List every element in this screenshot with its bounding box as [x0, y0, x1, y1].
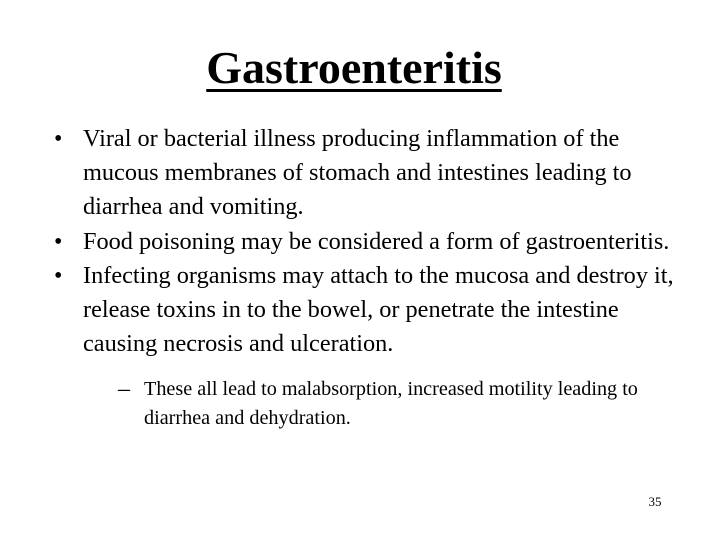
- bullet-text: Infecting organisms may attach to the mucosa and destroy it, release toxins in to the bowel, or penetrate the intestine causing necrosis and ulceration.: [83, 261, 674, 358]
- bullet-list: [54, 122, 684, 432]
- sub-bullet-item: [118, 375, 684, 432]
- bullet-item: [54, 122, 684, 225]
- sub-bullet-list: [83, 375, 684, 432]
- bullet-text: Food poisoning may be considered a form of gastroenteritis.: [83, 227, 670, 255]
- slide-title: [0, 38, 708, 98]
- bullet-text: Viral or bacterial illness producing inflammation of the mucous membranes of stomach and intestines leading to diarrhea and vomiting.: [83, 125, 632, 221]
- bullet-marker: •: [54, 262, 63, 289]
- bullet-item: [54, 225, 684, 259]
- page-number: 35: [648, 494, 662, 509]
- bullet-marker: •: [54, 228, 63, 255]
- sub-bullet-text: These all lead to malabsorption, increased motility leading to diarrhea and dehydration.: [144, 378, 638, 429]
- bullet-marker: •: [54, 126, 63, 152]
- bullet-item: [54, 259, 684, 433]
- slide-title-text: Gastroenteritis: [206, 42, 502, 93]
- sub-bullet-marker: –: [118, 376, 130, 403]
